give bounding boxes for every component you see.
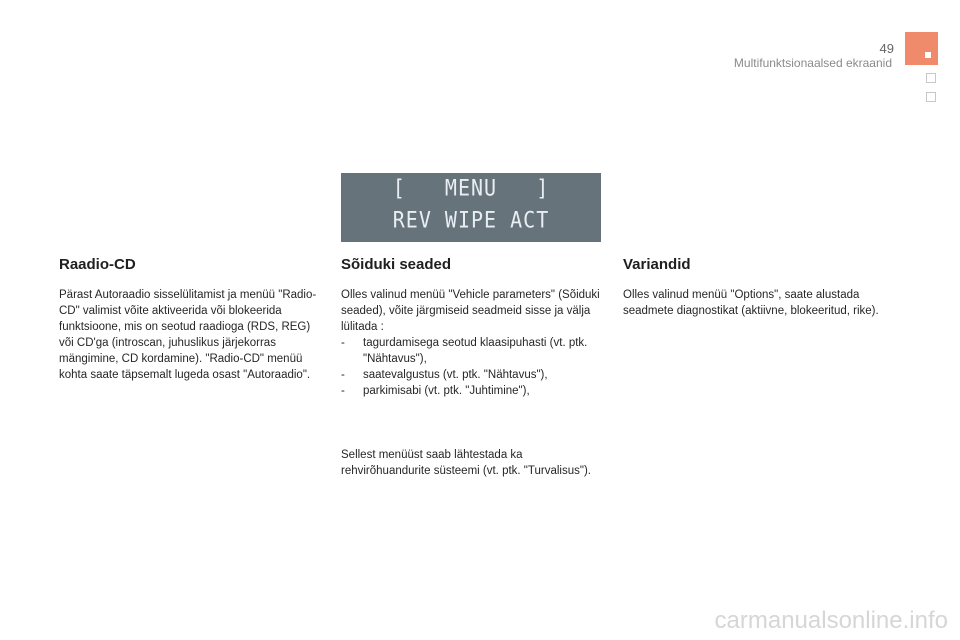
radio-cd-text: Pärast Autoraadio sisselülitamist ja menüü "Radio-CD" valimist võite aktiveerida või blokeerida funktsioone, mis on seotud raadioga (RDS, REG) või CD'ga (introscan, juhuslikus järjekorras mängimine, CD kordamine). "Radio-CD" menüü kohta saate täpsemalt lugeda osast "Autoraadio". <box>59 289 317 381</box>
display-screen <box>341 173 601 242</box>
vehicle-settings-heading: Sõiduki seaded <box>341 256 452 273</box>
options-text: Olles valinud menüü "Options", saate alustada seadmete diagnostikat (aktiivne, blokeeritud, rike). <box>623 289 879 317</box>
display-line-menu: [ MENU ] <box>392 174 550 202</box>
vehicle-settings-list <box>341 335 606 399</box>
display-line-options: REV WIPE ACT <box>392 206 550 234</box>
tyre-pressure-note: Sellest menüüst saab lähtestada ka rehvirõhuandurite süsteemi (vt. ptk. "Turvalisus"). <box>341 449 591 477</box>
options-section <box>623 256 888 319</box>
radio-cd-section <box>59 256 324 383</box>
list-item: - parkimisabi (vt. ptk. "Juhtimine"), <box>341 383 606 399</box>
chapter-marker-box <box>926 73 936 83</box>
chapter-marker-box <box>926 92 936 102</box>
list-item: - saatevalgustus (vt. ptk. "Nähtavus"), <box>341 367 606 383</box>
watermark-text: carmanualsonline.info <box>714 607 948 634</box>
page-number: 49 <box>879 41 894 56</box>
list-item: - tagurdamisega seotud klaasipuhasti (vt. ptk. "Nähtavus"), <box>341 335 606 367</box>
radio-cd-heading: Raadio-CD <box>59 256 136 273</box>
section-header: Multifunktsionaalsed ekraanid <box>733 56 892 70</box>
vehicle-settings-section <box>341 256 606 479</box>
chapter-tab-marker <box>925 52 931 58</box>
vehicle-settings-intro: Olles valinud menüü "Vehicle parameters" (Sõiduki seaded), võite järgmiseid seadmeid sisse ja välja lülitada : <box>341 289 600 333</box>
options-heading: Variandid <box>623 256 691 273</box>
chapter-tab <box>905 32 938 65</box>
